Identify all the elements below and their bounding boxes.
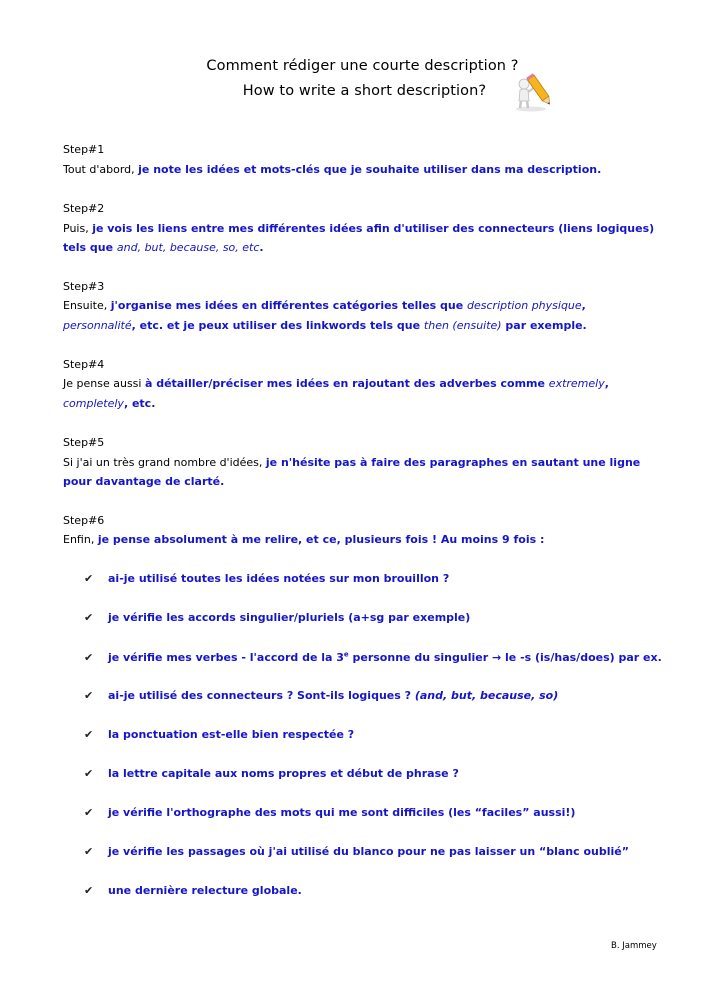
step-label: Step#4 — [63, 358, 105, 371]
step-text — [63, 475, 224, 488]
checkmark-icon: ✔ — [84, 650, 94, 664]
plain-text: Tout d'abord, — [63, 163, 139, 176]
checkmark-icon: ✔ — [84, 845, 94, 858]
highlight-text: une dernière relecture globale. — [108, 884, 302, 897]
highlight-text: la lettre capitale aux noms propres et début de phrase ? — [108, 767, 459, 780]
checklist-item — [84, 611, 470, 624]
highlight-text: pour davantage de clarté. — [63, 475, 225, 488]
highlight-text: je pense absolument à me relire, et ce, plusieurs fois ! Au moins 9 fois : — [97, 533, 545, 546]
checkmark-icon: ✔ — [84, 689, 94, 702]
checklist-item — [84, 884, 302, 897]
checklist-item — [84, 728, 354, 741]
checkmark-icon: ✔ — [84, 572, 94, 585]
italic-text: then (ensuite) — [423, 319, 502, 332]
highlight-text: je vérifie les accords singulier/pluriels (a+sg par exemple) — [108, 611, 471, 624]
checkmark-icon: ✔ — [84, 806, 94, 819]
highlight-text: je note les idées et mots-clés que je souhaite utiliser dans ma description. — [138, 163, 602, 176]
highlight-text: je vois les liens entre mes différentes idées afin d'utiliser des connecteurs (liens logiques) — [92, 222, 655, 235]
step-label: Step#5 — [63, 436, 105, 449]
italic-text: extremely — [548, 377, 605, 390]
italic-text: personnalité — [63, 319, 132, 332]
author-signature: B. Jammey — [611, 941, 657, 951]
step-label: Step#6 — [63, 514, 105, 527]
title-english: How to write a short description? — [242, 83, 487, 99]
highlight-text: je vérifie l'orthographe des mots qui me sont difficiles (les “faciles” aussi!) — [108, 806, 576, 819]
checklist-item — [84, 845, 629, 858]
highlight-text: , — [581, 299, 586, 312]
highlight-text: je vérifie mes verbes - l'accord de la 3 — [108, 650, 344, 664]
step-text — [63, 319, 587, 332]
plain-text: Puis, — [63, 222, 93, 235]
checkmark-icon: ✔ — [84, 884, 94, 897]
highlight-text: je n'hésite pas à faire des paragraphes en sautant une ligne — [265, 456, 641, 469]
italic-text: completely — [63, 397, 124, 410]
highlight-text: par exemple. — [501, 319, 587, 332]
step-text — [63, 241, 264, 254]
title-french: Comment rédiger une courte description ? — [206, 58, 519, 74]
step-text — [63, 397, 155, 410]
checkmark-icon: ✔ — [84, 611, 94, 624]
highlight-text: je vérifie les passages où j'ai utilisé du blanco pour ne pas laisser un “blanc oublié” — [108, 845, 629, 858]
highlight-text: ai-je utilisé des connecteurs ? Sont-ils logiques ? — [108, 689, 415, 702]
step-label: Step#1 — [63, 143, 105, 156]
highlight-text: . — [259, 241, 264, 254]
highlight-text: , — [604, 377, 609, 390]
highlight-text: à détailler/préciser mes idées en rajoutant des adverbes comme — [144, 377, 549, 390]
checklist-item-text — [108, 611, 470, 624]
highlight-text: tels que — [63, 241, 117, 254]
plain-text: Ensuite, — [63, 299, 111, 312]
checklist-item-text — [108, 884, 302, 897]
checklist-item-text — [108, 689, 558, 702]
checklist-item-text — [108, 767, 459, 780]
italic-text: (and, but, because, so) — [414, 689, 559, 702]
step-text — [63, 533, 544, 546]
italic-text: and, but, because, so, etc — [116, 241, 260, 254]
checklist-item — [84, 572, 449, 585]
step-text — [63, 456, 640, 469]
plain-text: Je pense aussi — [63, 377, 145, 390]
checklist-item — [84, 650, 662, 664]
highlight-text: la ponctuation est-elle bien respectée ? — [108, 728, 355, 741]
highlight-text: ai-je utilisé toutes les idées notées sur mon brouillon ? — [108, 572, 450, 585]
checklist-item — [84, 767, 459, 780]
writer-with-pencil-icon — [511, 70, 555, 112]
checklist-item-text — [108, 651, 662, 664]
highlight-text: personne du singulier → le -s (is/has/does) par ex. — [348, 650, 662, 664]
plain-text: Si j'ai un très grand nombre d'idées, — [63, 456, 266, 469]
step-text — [63, 377, 609, 390]
checklist-item-text — [108, 728, 354, 741]
step-text — [63, 299, 586, 312]
step-text — [63, 222, 654, 235]
step-label: Step#3 — [63, 280, 105, 293]
highlight-text: j'organise mes idées en différentes catégories telles que — [110, 299, 468, 312]
highlight-text: , etc. et je peux utiliser des linkwords tels que — [131, 319, 424, 332]
checklist-item-text — [108, 806, 575, 819]
highlight-text: , etc. — [123, 397, 156, 410]
step-label: Step#2 — [63, 202, 105, 215]
plain-text: Enfin, — [63, 533, 98, 546]
checklist-item-text — [108, 845, 629, 858]
highlight-text: e — [343, 650, 349, 658]
step-text — [63, 163, 601, 176]
italic-text: description physique — [467, 299, 582, 312]
checklist-item — [84, 806, 575, 819]
checklist-item — [84, 689, 558, 702]
checkmark-icon: ✔ — [84, 767, 94, 780]
checkmark-icon: ✔ — [84, 728, 94, 741]
checklist-item-text — [108, 572, 449, 585]
